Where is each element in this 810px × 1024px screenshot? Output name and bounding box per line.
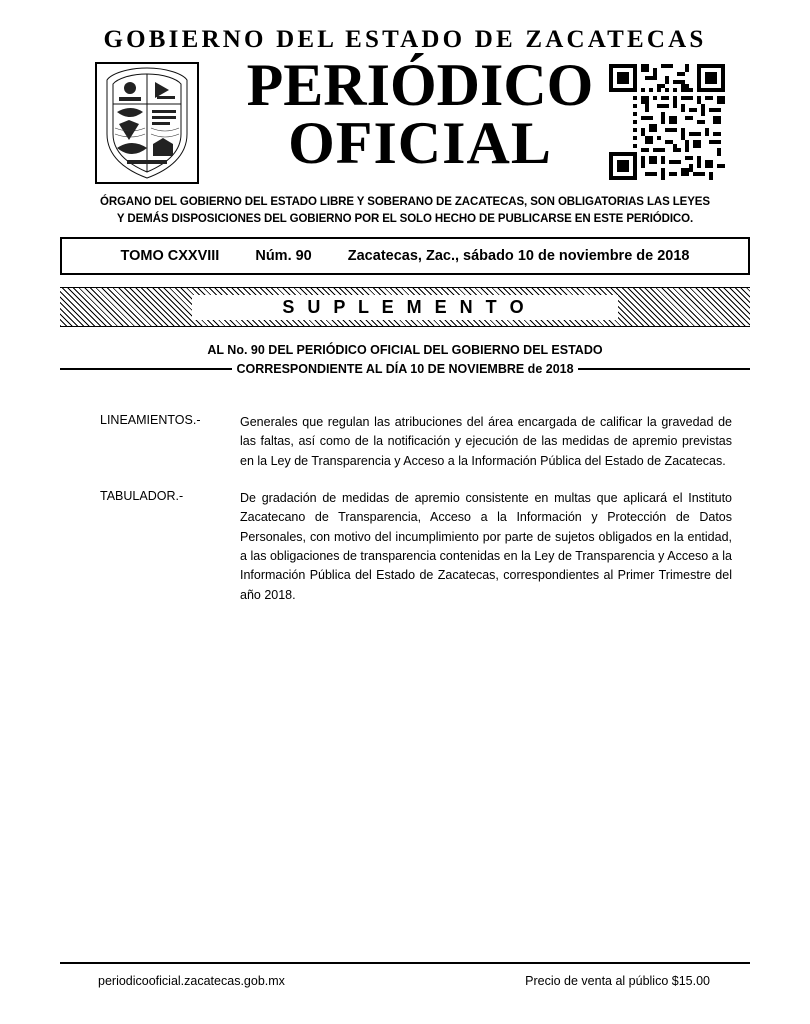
publication-title xyxy=(210,52,630,176)
footer-website: periodicooficial.zacatecas.gob.mx xyxy=(98,974,285,988)
content-index xyxy=(60,413,750,605)
issue-number: Núm. 90 xyxy=(255,248,312,265)
footer-price: Precio de venta al público $15.00 xyxy=(525,974,710,988)
footer-divider xyxy=(60,962,750,964)
supplement-reference xyxy=(60,341,750,379)
list-item xyxy=(100,489,732,605)
organ-statement-line1: ÓRGANO DEL GOBIERNO DEL ESTADO LIBRE Y SOBERANO DE ZACATECAS, SON OBLIGATORIAS LAS LEYES xyxy=(100,196,710,208)
state-title: GOBIERNO DEL ESTADO DE ZACATECAS xyxy=(103,26,707,53)
masthead xyxy=(60,52,750,188)
supplement-reference-line1: AL No. 90 DEL PERIÓDICO OFICIAL DEL GOBIERNO DEL ESTADO xyxy=(207,343,603,358)
entry-tag: TABULADOR.- xyxy=(100,488,184,503)
organ-statement-line2: Y DEMÁS DISPOSICIONES DEL GOBIERNO POR EL SOLO HECHO DE PUBLICARSE EN ESTE PERIÓDICO. xyxy=(116,212,694,225)
list-item xyxy=(100,413,732,471)
qr-code-icon xyxy=(609,64,725,180)
publication-title-line2: OFICIAL xyxy=(288,109,552,176)
entry-text: De gradación de medidas de apremio consistente en multas que aplicará el Instituto Zacatecano de Transparencia, Acceso a la Información y Protección de Datos Personales, con motivo del incumplimiento por parte de sujetos obligados en la entidad, a las obligaciones de transparencia contenidas en la Ley de Transparencia y Acceso a la Información Pública del Estado de Zacatecas, correspondientes al Primer Trimestre del año 2018. xyxy=(240,490,732,602)
publication-title-line1: PERIÓDICO xyxy=(246,52,594,118)
issue-bar xyxy=(60,237,750,275)
rule-right xyxy=(578,368,750,370)
entry-text: Generales que regulan las atribuciones del área encargada de calificar la gravedad de las faltas, así como de la notificación y ejecución de las medidas de apremio previstas en la Ley de Transparencia y Acceso a la Información Pública del Estado de Zacatecas. xyxy=(240,414,732,468)
page-footer xyxy=(60,962,750,988)
supplement-banner xyxy=(60,287,750,327)
coat-of-arms-icon xyxy=(95,62,199,184)
organ-statement xyxy=(60,194,750,227)
issue-place-date: Zacatecas, Zac., sábado 10 de noviembre de 2018 xyxy=(347,248,690,265)
supplement-reference-line2-row xyxy=(60,360,750,379)
issue-tomo: TOMO CXXVIII xyxy=(120,248,220,265)
entry-tag: LINEAMIENTOS.- xyxy=(100,412,201,427)
supplement-reference-line2: CORRESPONDIENTE AL DÍA 10 DE NOVIEMBRE de 2018 xyxy=(236,362,574,377)
rule-left xyxy=(60,368,232,370)
supplement-label: S U P L E M E N T O xyxy=(192,295,617,320)
